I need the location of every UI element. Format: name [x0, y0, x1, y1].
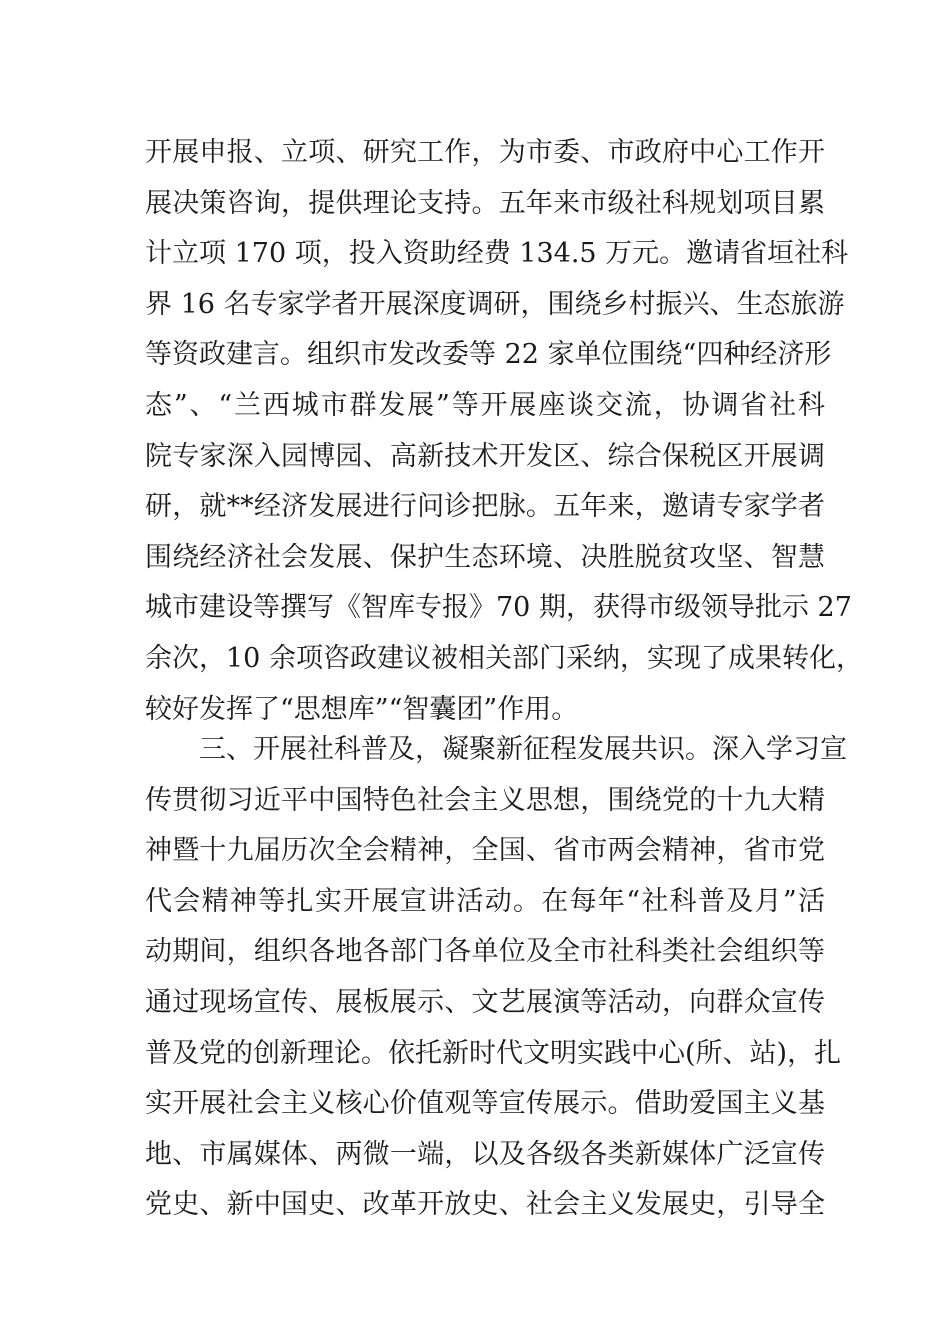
text-line: 党史、新中国史、改革开放史、社会主义发展史，引导全 — [145, 1189, 825, 1221]
text-line: 计立项 170 项，投入资助经费 134.5 万元。邀请省垣社科 — [145, 238, 849, 270]
text-line: 代会精神等扎实开展宣讲活动。在每年“社科普及月”活 — [145, 885, 825, 917]
text-line: 余次，10 余项咨政建议被相关部门采纳，实现了成果转化， — [145, 642, 863, 674]
text-line: 界 16 名专家学者开展深度调研，围绕乡村振兴、生态旅游 — [145, 288, 845, 320]
text-line: 地、市属媒体、两微一端，以及各级各类新媒体广泛宣传 — [145, 1138, 825, 1170]
text-line: 城市建设等撰写《智库专报》70 期，获得市级领导批示 27 — [145, 592, 852, 624]
paragraph-section-three-popularization — [145, 725, 847, 1231]
section-heading-line: 三、开展社科普及，凝聚新征程发展共识。深入学习宣 — [199, 734, 847, 765]
text-line: 研，就**经济发展进行问诊把脉。五年来，邀请专家学者 — [145, 491, 825, 523]
text-line: 等资政建言。组织市发改委等 22 家单位围绕“四种经济形 — [145, 339, 832, 371]
text-line: 动期间，组织各地各部门各单位及全市社科类社会组织等 — [145, 936, 825, 968]
text-line: 神暨十九届历次全会精神，全国、省市两会精神，省市党 — [145, 835, 825, 867]
text-line: 院专家深入园博园、高新技术开发区、综合保税区开展调 — [145, 440, 825, 472]
text-line: 普及党的创新理论。依托新时代文明实践中心(所、站)，扎 — [145, 1037, 842, 1069]
text-line: 实开展社会主义核心价值观等宣传展示。借助爱国主义基 — [145, 1088, 825, 1120]
text-line: 开展申报、立项、研究工作，为市委、市政府中心工作开 — [145, 137, 825, 168]
text-line: 传贯彻习近平中国特色社会主义思想，围绕党的十九大精 — [145, 784, 825, 816]
text-line: 态”、“兰西城市群发展”等开展座谈交流，协调省社科 — [145, 389, 825, 421]
text-line: 围绕经济社会发展、保护生态环境、决胜脱贫攻坚、智慧 — [145, 541, 825, 573]
text-line: 较好发挥了“思想库”“智囊团”作用。 — [145, 693, 579, 725]
paragraph-research-consulting — [145, 128, 863, 735]
text-line: 展决策咨询，提供理论支持。五年来市级社科规划项目累 — [145, 187, 825, 219]
text-line: 通过现场宣传、展板展示、文艺展演等活动，向群众宣传 — [145, 986, 825, 1018]
